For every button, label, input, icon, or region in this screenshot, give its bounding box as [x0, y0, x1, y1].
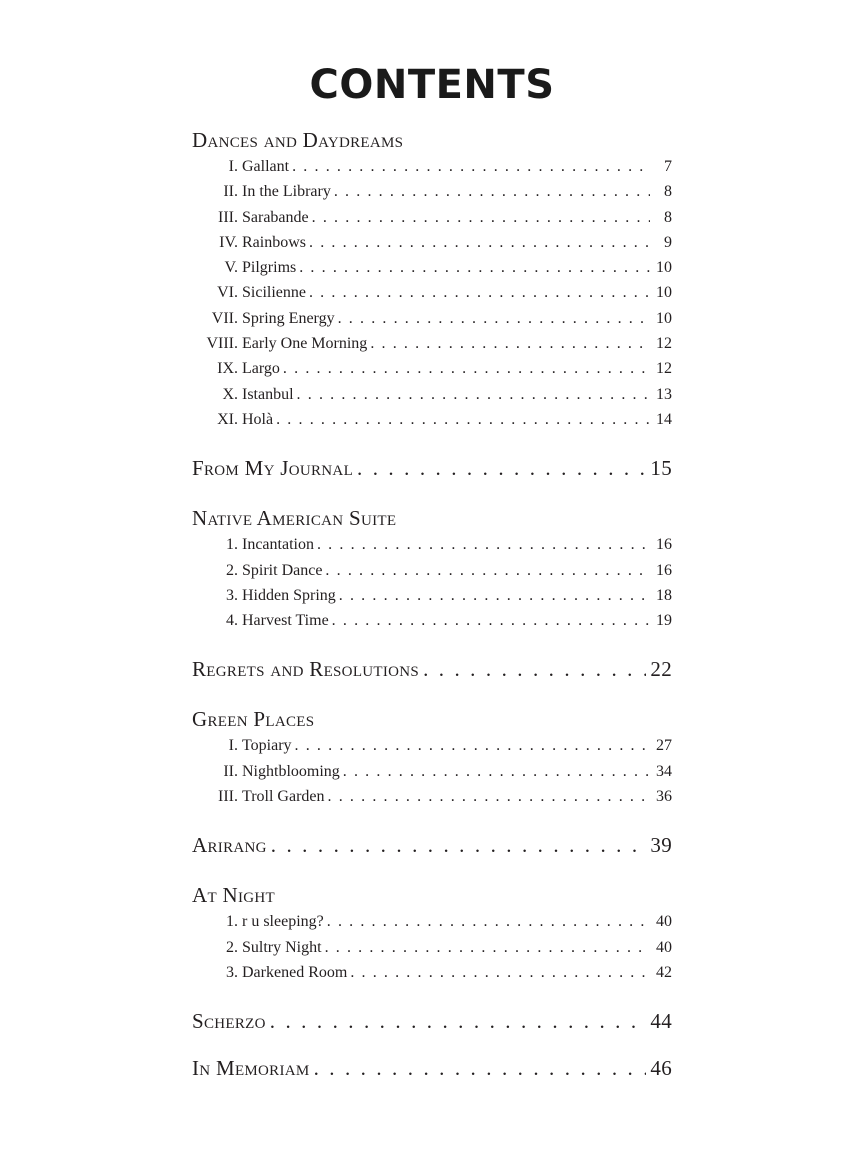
dot-leader	[370, 331, 650, 356]
toc-entry[interactable]	[192, 733, 672, 758]
entry-number: III.	[218, 788, 238, 806]
page-title: CONTENTS	[309, 62, 555, 108]
section-page: 46	[650, 1056, 672, 1081]
entry-page: 13	[656, 385, 672, 403]
toc-entry[interactable]	[192, 205, 672, 230]
entry-number: 2.	[226, 561, 238, 579]
dot-leader	[271, 831, 647, 859]
toc-entry[interactable]	[192, 306, 672, 331]
toc-entry[interactable]	[192, 909, 672, 934]
dot-leader	[276, 407, 650, 432]
dot-leader	[423, 655, 646, 683]
toc-entry[interactable]	[192, 759, 672, 784]
section-heading: Regrets and Resolutions	[192, 657, 420, 682]
dot-leader	[350, 960, 650, 985]
toc-entry[interactable]	[192, 558, 672, 583]
toc-entry[interactable]	[192, 532, 672, 557]
entry-title: Nightblooming	[242, 762, 340, 780]
entry-page: 8	[664, 183, 672, 201]
entry-page: 8	[664, 208, 672, 226]
entry-title: Spring Energy	[242, 309, 335, 327]
section-heading[interactable]: Native American Suite	[192, 506, 397, 531]
toc-section-dances	[192, 126, 672, 432]
entry-page: 14	[656, 410, 672, 428]
entry-number: V.	[224, 259, 238, 277]
dot-leader	[327, 909, 650, 934]
entry-number: 2.	[226, 938, 238, 956]
entry-page: 27	[656, 737, 672, 755]
dot-leader	[328, 784, 650, 809]
section-heading: In Memoriam	[192, 1056, 310, 1081]
toc-section-memoriam[interactable]	[192, 1054, 672, 1082]
toc-entry[interactable]	[192, 784, 672, 809]
entry-page: 10	[656, 259, 672, 277]
section-page: 22	[650, 657, 672, 682]
section-page: 44	[650, 1009, 672, 1034]
toc-section-regrets[interactable]	[192, 655, 672, 683]
entry-title: Istanbul	[242, 385, 294, 403]
entry-title: r u sleeping?	[242, 913, 324, 931]
dot-leader	[325, 935, 650, 960]
entry-title: Harvest Time	[242, 612, 329, 630]
entry-page: 12	[656, 360, 672, 378]
toc-section-green	[192, 705, 672, 809]
entry-number: XI.	[217, 410, 238, 428]
toc-entry[interactable]	[192, 255, 672, 280]
entry-title: Incantation	[242, 536, 314, 554]
entry-title: Sultry Night	[242, 938, 322, 956]
toc-entry[interactable]	[192, 230, 672, 255]
toc-section-journal[interactable]	[192, 454, 672, 482]
entry-number: I.	[228, 737, 238, 755]
entry-title: Holà	[242, 410, 274, 428]
section-heading[interactable]: At Night	[192, 883, 275, 908]
toc-entry[interactable]	[192, 179, 672, 204]
entry-page: 12	[656, 335, 672, 353]
entry-page: 18	[656, 586, 672, 604]
toc-entry[interactable]	[192, 608, 672, 633]
toc-entry[interactable]	[192, 382, 672, 407]
toc-section-arirang[interactable]	[192, 831, 672, 859]
dot-leader	[325, 558, 650, 583]
entry-number: X.	[222, 385, 238, 403]
dot-leader	[334, 179, 650, 204]
toc-section-native	[192, 504, 672, 633]
entry-title: Troll Garden	[242, 788, 325, 806]
entry-number: II.	[223, 183, 238, 201]
entry-page: 36	[656, 788, 672, 806]
toc-entry[interactable]	[192, 154, 672, 179]
entry-number: II.	[223, 762, 238, 780]
dot-leader	[332, 608, 650, 633]
dot-leader	[314, 1054, 647, 1082]
toc-entry[interactable]	[192, 935, 672, 960]
entry-title: Topiary	[242, 737, 292, 755]
entry-page: 10	[656, 309, 672, 327]
entry-number: VI.	[217, 284, 238, 302]
dot-leader	[339, 583, 650, 608]
dot-leader	[283, 356, 650, 381]
dot-leader	[297, 382, 650, 407]
dot-leader	[309, 280, 650, 305]
entry-number: 3.	[226, 963, 238, 981]
toc-entry[interactable]	[192, 331, 672, 356]
toc-entry[interactable]	[192, 960, 672, 985]
section-page: 15	[650, 456, 672, 481]
section-page: 39	[650, 833, 672, 858]
section-heading: From My Journal	[192, 456, 354, 481]
entry-title: Sicilienne	[242, 284, 306, 302]
entry-page: 40	[656, 913, 672, 931]
entry-page: 16	[656, 536, 672, 554]
entry-title: Rainbows	[242, 233, 306, 251]
table-of-contents	[192, 126, 672, 1082]
entry-page: 42	[656, 963, 672, 981]
entry-number: VII.	[211, 309, 238, 327]
dot-leader	[292, 154, 650, 179]
entry-title: Spirit Dance	[242, 561, 323, 579]
dot-leader	[299, 255, 650, 280]
entry-page: 10	[656, 284, 672, 302]
entry-number: 4.	[226, 612, 238, 630]
toc-entry[interactable]	[192, 407, 672, 432]
entry-number: 3.	[226, 586, 238, 604]
dot-leader	[317, 532, 650, 557]
toc-entry[interactable]	[192, 583, 672, 608]
dot-leader	[312, 205, 650, 230]
entry-page: 9	[664, 233, 672, 251]
entry-number: IV.	[219, 233, 238, 251]
entry-title: Pilgrims	[242, 259, 297, 277]
dot-leader	[357, 454, 646, 482]
entry-number: 1.	[226, 913, 238, 931]
entry-page: 7	[664, 158, 672, 175]
toc-entry[interactable]	[192, 356, 672, 381]
section-heading: Arirang	[192, 833, 267, 858]
entry-page: 16	[656, 561, 672, 579]
section-heading[interactable]: Dances and Daydreams	[192, 128, 404, 152]
toc-section-night	[192, 881, 672, 985]
entry-number: VIII.	[206, 335, 238, 353]
entry-title: Sarabande	[242, 208, 309, 226]
dot-leader	[343, 759, 650, 784]
section-heading: Scherzo	[192, 1009, 266, 1034]
dot-leader	[309, 230, 650, 255]
entry-title: Gallant	[242, 158, 290, 175]
entry-number: I.	[228, 158, 238, 175]
dot-leader	[338, 306, 650, 331]
entry-title: Hidden Spring	[242, 586, 336, 604]
toc-entry[interactable]	[192, 280, 672, 305]
dot-leader	[270, 1007, 647, 1035]
entry-title: Darkened Room	[242, 963, 348, 981]
entry-title: Largo	[242, 360, 280, 378]
toc-section-scherzo[interactable]	[192, 1007, 672, 1035]
entry-page: 34	[656, 762, 672, 780]
entry-title: Early One Morning	[242, 335, 368, 353]
entry-title: In the Library	[242, 183, 331, 201]
entry-page: 19	[656, 612, 672, 630]
entry-number: 1.	[226, 536, 238, 554]
dot-leader	[295, 733, 650, 758]
entry-number: III.	[218, 208, 238, 226]
entry-number: IX.	[217, 360, 238, 378]
entry-page: 40	[656, 938, 672, 956]
section-heading[interactable]: Green Places	[192, 707, 315, 732]
